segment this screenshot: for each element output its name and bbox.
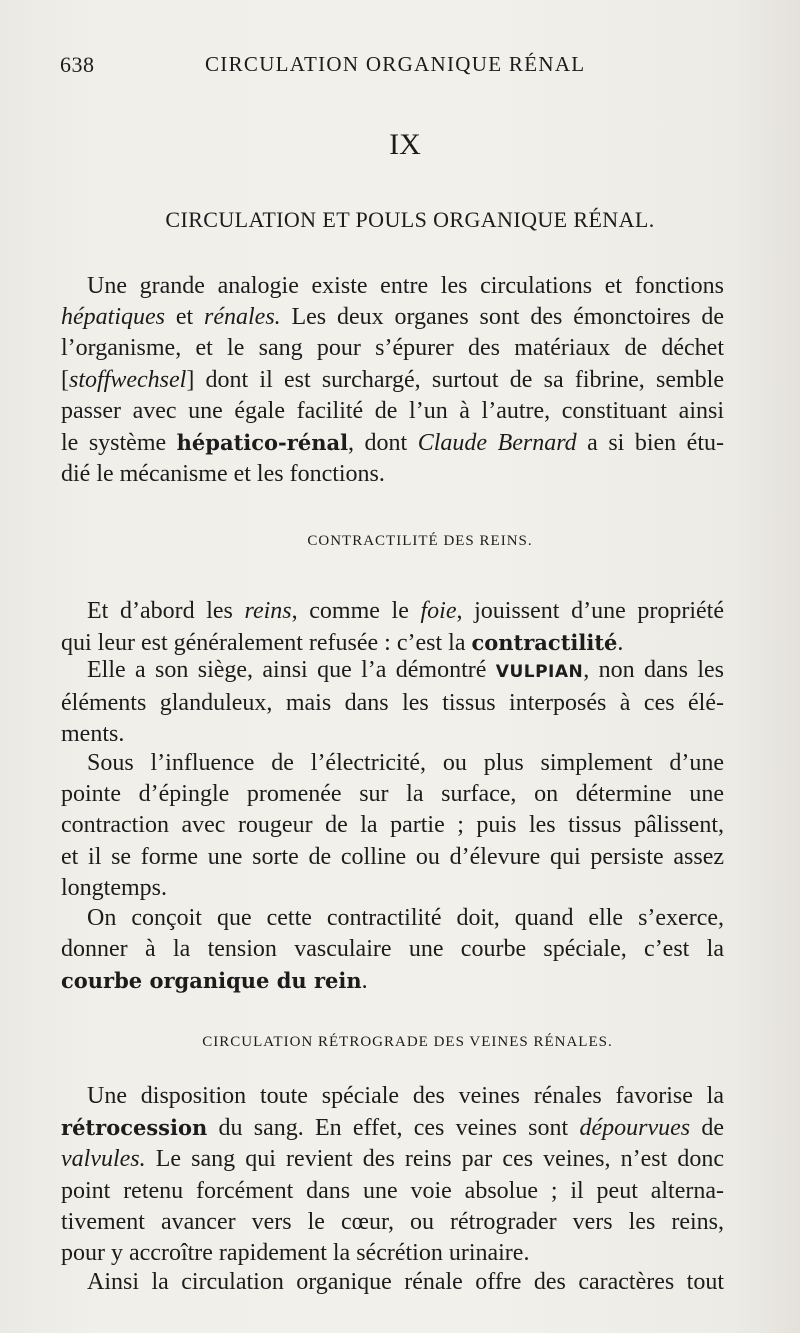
italic-term: hépatiques	[61, 304, 165, 331]
text-run: , non dans les	[583, 657, 724, 683]
text-run: dont il est surchargé, surtout de sa fibrine, semble	[194, 366, 724, 393]
text-run: Les deux organes sont des émonctoires de	[280, 304, 725, 331]
text-line	[61, 302, 724, 333]
text-run: de	[690, 1115, 725, 1142]
text-line: dié le mécanisme et les fonctions.	[61, 461, 385, 488]
paragraph-retrocession	[61, 1081, 724, 1269]
text-run: a si bien étu-	[576, 430, 724, 457]
text-line: pour y accroître rapidement la sécrétion urinaire.	[61, 1240, 530, 1267]
text-line: contraction avec rougeur de la partie ; puis les tissus pâlissent,	[61, 812, 724, 839]
text-line: et il se forme une sorte de colline ou d’élevure qui persiste assez	[61, 843, 724, 870]
text-line: Ainsi la circulation organique rénale offre des caractères tout	[87, 1269, 724, 1295]
bold-term: hépatico-rénal	[176, 430, 349, 456]
bold-term: courbe organique du rein	[61, 968, 362, 994]
text-line: pointe d’épingle promenée sur la surface, on détermine une	[61, 781, 724, 808]
text-run: Et d’abord les	[87, 598, 245, 624]
paragraph-courbe	[61, 903, 724, 998]
paragraph-vulpian	[61, 655, 724, 751]
author-name: VULPIAN	[495, 662, 584, 682]
text-line	[61, 1112, 724, 1144]
italic-term: valvules.	[61, 1146, 146, 1173]
text-line: Sous l’influence de l’électricité, ou plus simplement d’une	[87, 750, 724, 776]
text-line: passer avec une égale facilité de l’un à l’autre, constituant ainsi	[61, 397, 724, 424]
text-line: longtemps.	[61, 874, 167, 901]
text-run: Le sang qui revient des reins par ces veines, n’est donc	[145, 1146, 724, 1173]
text-run: du sang. En effet, ces veines sont	[207, 1115, 580, 1142]
text-run: , jouissent d’une propriété	[456, 598, 725, 624]
text-line: donner à la tension vasculaire une courbe spéciale, c’est la	[61, 936, 724, 963]
text-line	[61, 965, 724, 997]
italic-term: foie	[420, 598, 457, 624]
text-line: point retenu forcément dans une voie absolue ; il peut alterna-	[61, 1177, 724, 1204]
text-run: .	[361, 968, 368, 995]
text-line: Une disposition toute spéciale des veines rénales favorise la	[87, 1083, 724, 1109]
text-line	[61, 596, 724, 627]
section-heading-contractilite: CONTRACTILITÉ DES REINS.	[307, 533, 533, 549]
chapter-title: CIRCULATION ET POULS ORGANIQUE RÉNAL.	[165, 207, 655, 232]
running-head: CIRCULATION ORGANIQUE RÉNAL	[205, 52, 586, 76]
italic-name: Claude Bernard	[417, 430, 577, 457]
text-line: ments.	[61, 721, 125, 748]
text-line	[61, 427, 724, 459]
paragraph-electricite	[61, 748, 724, 904]
text-line	[61, 655, 724, 688]
text-line	[61, 365, 724, 396]
text-line: tivement avancer vers le cœur, ou rétrograder vers les reins,	[61, 1208, 724, 1235]
text-run: [	[61, 366, 69, 393]
section-heading-circulation-retrograde: CIRCULATION RÉTROGRADE DES VEINES RÉNALES.	[202, 1034, 613, 1050]
bold-term: rétrocession	[61, 1115, 208, 1141]
bold-term: contractilité	[471, 630, 618, 656]
paragraph-contractilite	[61, 596, 724, 659]
italic-term: rénales.	[204, 304, 281, 331]
text-line: éléments glanduleux, mais dans les tissus interposés à ces élé-	[61, 690, 724, 717]
text-run: .	[617, 630, 624, 657]
chapter-number: IX	[389, 128, 421, 161]
text-run: , comme le	[291, 598, 421, 624]
text-run: le système	[61, 430, 177, 457]
text-line	[61, 1144, 724, 1175]
page-number: 638	[60, 52, 95, 77]
paragraph-analogie	[61, 271, 724, 490]
text-run: ]	[186, 366, 195, 393]
text-line: On conçoit que cette contractilité doit, quand elle s’exerce,	[87, 905, 724, 931]
text-line: Une grande analogie existe entre les circulations et fonctions	[87, 273, 724, 299]
italic-term: reins	[244, 598, 292, 624]
text-run: Elle a son siège, ainsi que l’a démontré	[87, 657, 496, 683]
text-run: et	[164, 304, 204, 331]
italic-term: stoffwechsel	[69, 366, 187, 393]
text-line: l’organisme, et le sang pour s’épurer des matériaux de déchet	[61, 335, 724, 362]
text-run: qui leur est généralement refusée : c’est la	[61, 630, 472, 657]
text-run: , dont	[348, 430, 418, 457]
italic-term: dépourvues	[579, 1115, 691, 1142]
page-header	[60, 52, 730, 86]
paragraph-conclusion	[61, 1267, 724, 1298]
